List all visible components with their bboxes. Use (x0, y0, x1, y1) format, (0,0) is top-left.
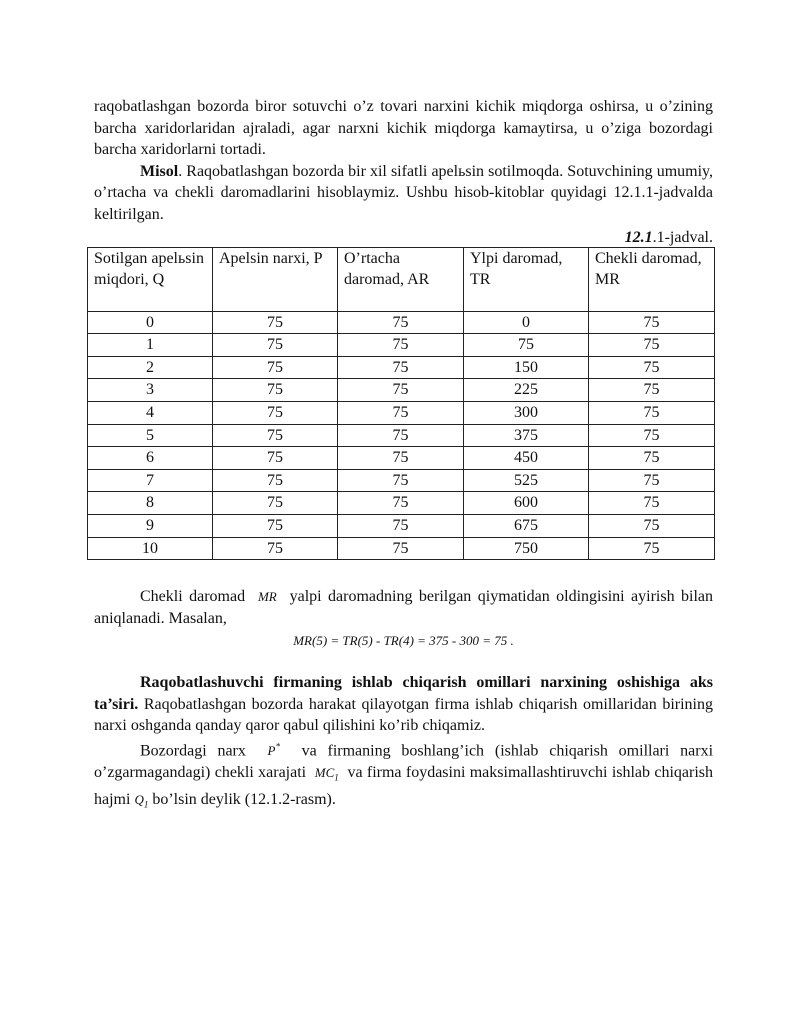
header-average-revenue: O’rtacha daromad, AR (338, 247, 464, 311)
price-symbol: P* (267, 742, 280, 759)
cell-q: 8 (88, 492, 213, 515)
paragraph-example (94, 161, 713, 226)
mr-text-before: Chekli daromad (140, 588, 246, 606)
revenue-table (87, 247, 715, 561)
cell-mr: 75 (589, 514, 715, 537)
mr-text-after: yalpi daromadning berilgan qiymatidan oldingisini ayirish bilan aniqlanadi. Masalan, (94, 588, 714, 627)
q-symbol: $Q_1$ (134, 792, 149, 810)
market-text-1: Bozordagi narx (140, 742, 246, 760)
table-caption-number: 12.1 (624, 228, 653, 246)
cell-q: 10 (88, 537, 213, 560)
paragraph-factor-price (94, 672, 713, 737)
cell-tr: 750 (464, 537, 589, 560)
cell-ar: 75 (338, 469, 464, 492)
cell-p: 75 (213, 537, 338, 560)
formula (94, 630, 713, 652)
table-row (88, 334, 715, 357)
cell-mr: 75 (589, 356, 715, 379)
cell-p: 75 (213, 424, 338, 447)
cell-mr: 75 (589, 492, 715, 515)
cell-tr: 225 (464, 379, 589, 402)
cell-p: 75 (213, 447, 338, 470)
cell-q: 0 (88, 311, 213, 334)
cell-q: 7 (88, 469, 213, 492)
cell-ar: 75 (338, 401, 464, 424)
cell-tr: 150 (464, 356, 589, 379)
table-row (88, 492, 715, 515)
market-text-4: bo’lsin deylik (12.1.2-rasm). (152, 791, 336, 809)
cell-q: 3 (88, 379, 213, 402)
cell-tr: 525 (464, 469, 589, 492)
cell-mr: 75 (589, 379, 715, 402)
header-marginal-revenue: Chekli daromad, MR (589, 247, 715, 311)
formula-text: MR(5) = TR(5) - TR(4) = 375 - 300 = 75 . (293, 633, 514, 649)
cell-ar: 75 (338, 514, 464, 537)
cell-ar: 75 (338, 334, 464, 357)
market-text-3: va firma foydasini maksimallashtiruvchi ishlab chiqarish hajmi (94, 763, 714, 809)
cell-p: 75 (213, 514, 338, 537)
cell-q: 4 (88, 401, 213, 424)
cell-ar: 75 (338, 492, 464, 515)
table-row (88, 447, 715, 470)
cell-p: 75 (213, 492, 338, 515)
header-quantity: Sotilgan apelьsin miqdori, Q (88, 247, 213, 311)
cell-ar: 75 (338, 537, 464, 560)
cell-q: 1 (88, 334, 213, 357)
cell-ar: 75 (338, 447, 464, 470)
cell-tr: 75 (464, 334, 589, 357)
cell-p: 75 (213, 311, 338, 334)
cell-tr: 600 (464, 492, 589, 515)
section-text: Raqobatlashgan bozorda harakat qilayotgan firma ishlab chiqarish omillaridan birining narxi oshganda qanday qaror qabul qilishini ko’rib chiqamiz. (94, 695, 713, 735)
cell-ar: 75 (338, 311, 464, 334)
cell-tr: 450 (464, 447, 589, 470)
header-price: Apelsin narxi, P (213, 247, 338, 311)
table-row (88, 379, 715, 402)
mc-symbol: $MC_1$ (314, 764, 339, 783)
market-text-2: va firmaning boshlang’ich (ishlab chiqarish omillari narxi o’zgarmagandagi) chekli xarajati (94, 742, 714, 781)
document-page (94, 96, 713, 816)
cell-tr: 300 (464, 401, 589, 424)
cell-p: 75 (213, 469, 338, 492)
cell-mr: 75 (589, 447, 715, 470)
mr-symbol: MR (257, 589, 277, 605)
cell-mr: 75 (589, 424, 715, 447)
cell-mr: 75 (589, 334, 715, 357)
cell-mr: 75 (589, 537, 715, 560)
table-row (88, 311, 715, 334)
cell-q: 9 (88, 514, 213, 537)
cell-tr: 375 (464, 424, 589, 447)
cell-mr: 75 (589, 401, 715, 424)
table-row (88, 514, 715, 537)
cell-ar: 75 (338, 379, 464, 402)
table-row (88, 356, 715, 379)
cell-mr: 75 (589, 469, 715, 492)
cell-tr: 675 (464, 514, 589, 537)
example-text: . Raqobatlashgan bozorda bir xil sifatli apelьsin sotilmoqda. Sotuvchining umumiy, o’rtacha va chekli daromadlarini hisoblaymiz. Ushbu hisob-kitoblar quyidagi 12.1.1-jadvalda keltirilgan. (94, 162, 713, 223)
paragraph-market-price (94, 737, 713, 816)
paragraph-intro: raqobatlashgan bozorda biror sotuvchi o’z tovari narxini kichik miqdorga oshirsa, u o’zining barcha xaridorlaridan ajraladi, agar narxni kichik miqdorga kamaytirsa, u o’ziga bozordagi barcha xaridorlarni tortadi. (94, 98, 713, 159)
cell-q: 5 (88, 424, 213, 447)
table-caption-rest: .1-jadval. (652, 228, 713, 246)
table-header-row (88, 247, 715, 311)
cell-p: 75 (213, 334, 338, 357)
cell-ar: 75 (338, 424, 464, 447)
cell-mr: 75 (589, 311, 715, 334)
header-total-revenue: Ylpi daromad, TR (464, 247, 589, 311)
example-label: Misol (140, 162, 179, 180)
cell-p: 75 (213, 356, 338, 379)
section-heading: Raqobatlashuvchi firmaning ishlab chiqarish omillari narxining oshishiga aks ta’siri. (94, 674, 713, 713)
cell-ar: 75 (338, 356, 464, 379)
table-caption (94, 227, 713, 247)
table-row (88, 537, 715, 560)
table-row (88, 469, 715, 492)
cell-tr: 0 (464, 311, 589, 334)
cell-q: 6 (88, 447, 213, 470)
paragraph-marginal-revenue (94, 586, 713, 629)
table-row (88, 401, 715, 424)
cell-p: 75 (213, 401, 338, 424)
cell-q: 2 (88, 356, 213, 379)
cell-p: 75 (213, 379, 338, 402)
table-row (88, 424, 715, 447)
